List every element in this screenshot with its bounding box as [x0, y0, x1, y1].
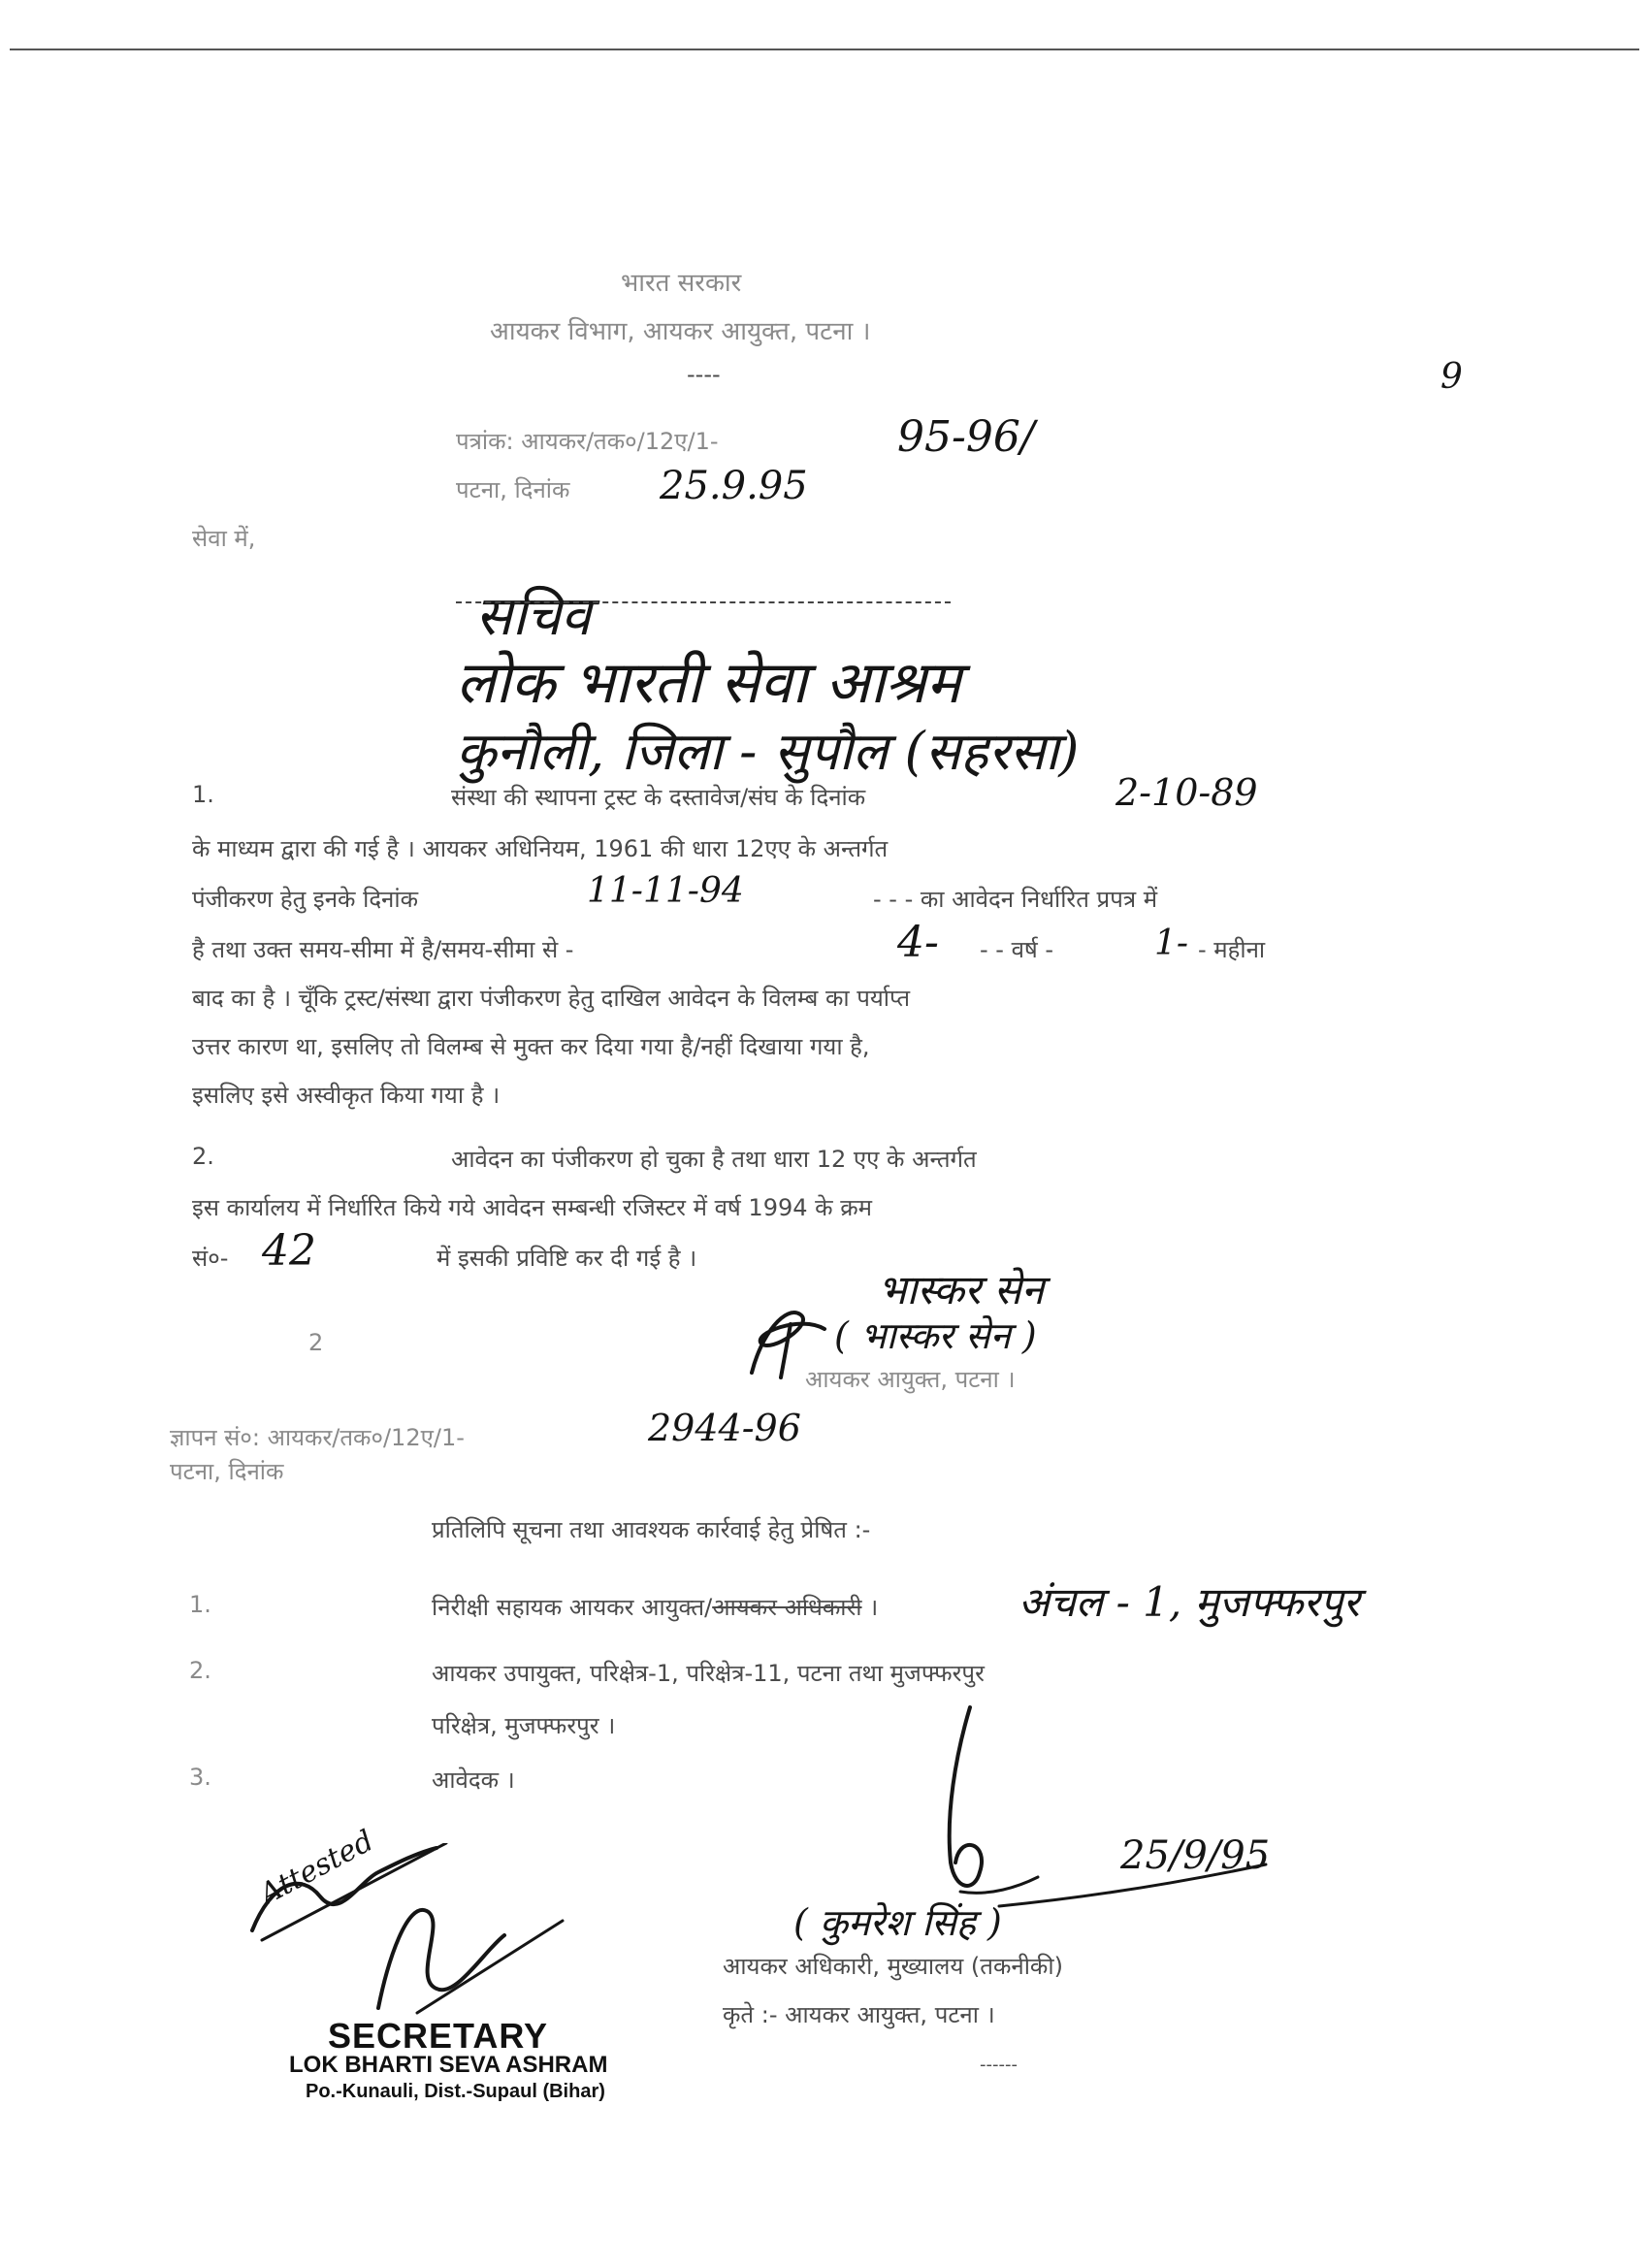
copy2-text: आयकर उपायुक्त, परिक्षेत्र-1, परिक्षेत्र-11, पटना तथा मुजफ्फरपुर	[432, 1660, 985, 1687]
page-number: 9	[1440, 357, 1463, 397]
copy3-text: आवेदक ।	[432, 1766, 515, 1794]
para2-line2: इस कार्यालय में निर्धारित किये गये आवेदन सम्बन्धी रजिस्टर में वर्ष 1994 के क्रम	[192, 1194, 872, 1221]
para2-line3-suffix: में इसकी प्रविष्टि कर दी गई है ।	[436, 1245, 697, 1272]
patrank-handwritten: 95-96/	[897, 412, 1035, 462]
top-edge-line	[10, 49, 1639, 50]
recipient-line-3: कुनौली, जिला - सुपौल (सहरसा)	[456, 721, 1080, 782]
para1-line4c: - महीना	[1198, 936, 1266, 963]
signatory1-designation: आयकर आयुक्त, पटना ।	[805, 1366, 1016, 1393]
recipient-line-2: लोक भारती सेवा आश्रम	[456, 649, 961, 717]
para1-line3b: - - - का आवेदन निर्धारित प्रपत्र में	[873, 886, 1158, 913]
copy1-number: 1.	[189, 1591, 211, 1618]
copy-patrank-prefix: ज्ञापन सं०: आयकर/तक०/12ए/1-	[170, 1424, 465, 1451]
copy1-struck: आयकर अधिकारी	[712, 1594, 862, 1621]
signatory2-bottom-dash: ------	[980, 2055, 1018, 2075]
signatory2-signature	[902, 1698, 1271, 1921]
para2-serial-handwritten: 42	[262, 1226, 316, 1276]
attested-text: Attested	[254, 1824, 379, 1912]
header-divider: ----	[687, 361, 721, 388]
para1-line3a: पंजीकरण हेतु इनके दिनांक	[192, 886, 419, 913]
copy2-continued: परिक्षेत्र, मुजफ्फरपुर ।	[432, 1712, 616, 1739]
patrank-prefix: पत्रांक: आयकर/तक०/12ए/1-	[456, 428, 719, 455]
date-prefix: पटना, दिनांक	[456, 476, 570, 503]
copy-patrank-handwritten: 2944-96	[648, 1407, 801, 1449]
signatory1-side-mark: 2	[308, 1329, 324, 1356]
para1-line1: संस्था की स्थापना ट्रस्ट के दस्तावेज/संघ के दिनांक	[451, 784, 866, 811]
para1-number: 1.	[192, 781, 214, 808]
header-line-2: आयकर विभाग, आयकर आयुक्त, पटना ।	[490, 317, 871, 346]
signatory2-name-line: ( कुमरेश सिंह )	[793, 1901, 1002, 1944]
para1-line5: बाद का है । चूँकि ट्रस्ट/संस्था द्वारा पंजीकरण हेतु दाखिल आवेदन के विलम्ब का पर्याप्त	[192, 985, 911, 1012]
para1-line7: इसलिए इसे अस्वीकृत किया गया है ।	[192, 1082, 501, 1109]
copy1-printed: निरीक्षी सहायक आयकर आयुक्त/	[432, 1594, 713, 1621]
stamp-address: Po.-Kunauli, Dist.-Supaul (Bihar)	[306, 2081, 605, 2102]
para1-line6: उत्तर कारण था, इसलिए तो विलम्ब से मुक्त कर दिया गया है/नहीं दिखाया गया है,	[192, 1033, 870, 1060]
signatory1-handwritten-name: भास्कर सेन	[878, 1266, 1045, 1313]
para2-line1: आवेदन का पंजीकरण हो चुका है तथा धारा 12 एए के अन्तर्गत	[451, 1146, 977, 1173]
para1-line4b: - - वर्ष -	[980, 936, 1054, 963]
para1-line2: के माध्यम द्वारा की गई है । आयकर अधिनियम, 1961 की धारा 12एए के अन्तर्गत	[192, 835, 889, 862]
signatory1-name-line: ( भास्कर सेन )	[834, 1314, 1037, 1357]
header-line-1: भारत सरकार	[621, 269, 742, 298]
copy1-sep: ।	[861, 1594, 879, 1621]
copy1-text	[432, 1591, 878, 1623]
salutation: सेवा में,	[192, 525, 256, 552]
signatory2-for-line: कृते :- आयकर आयुक्त, पटना ।	[723, 2001, 995, 2028]
copy1-handwritten: अंचल - 1, मुजफ्फरपुर	[1018, 1578, 1360, 1626]
signatory2-handwritten-date: 25/9/95	[1120, 1833, 1271, 1878]
recipient-dash-line	[456, 601, 951, 603]
para1-line4a: है तथा उक्त समय-सीमा में है/समय-सीमा से -	[192, 936, 574, 963]
date-handwritten: 25.9.95	[660, 464, 808, 508]
stamp-org: LOK BHARTI SEVA ASHRAM	[289, 2052, 608, 2078]
para2-number: 2.	[192, 1143, 214, 1170]
para1-date-handwritten: 2-10-89	[1116, 771, 1258, 814]
copy3-number: 3.	[189, 1764, 211, 1791]
para1-application-date: 11-11-94	[587, 871, 744, 911]
para1-months-handwritten: 1-	[1154, 923, 1189, 963]
forwarded-line: प्रतिलिपि सूचना तथा आवश्यक कार्रवाई हेतु प्रेषित :-	[432, 1516, 871, 1543]
stamp-title: SECRETARY	[328, 2016, 549, 2056]
recipient-line-1: सचिव	[475, 585, 592, 648]
signatory2-designation: आयकर अधिकारी, मुख्यालय (तकनीकी)	[723, 1953, 1063, 1980]
copy2-number: 2.	[189, 1657, 211, 1684]
para2-line3-prefix: सं०-	[192, 1245, 229, 1272]
para1-years-handwritten: 4-	[897, 918, 939, 967]
copy-date-prefix: पटना, दिनांक	[170, 1458, 284, 1485]
